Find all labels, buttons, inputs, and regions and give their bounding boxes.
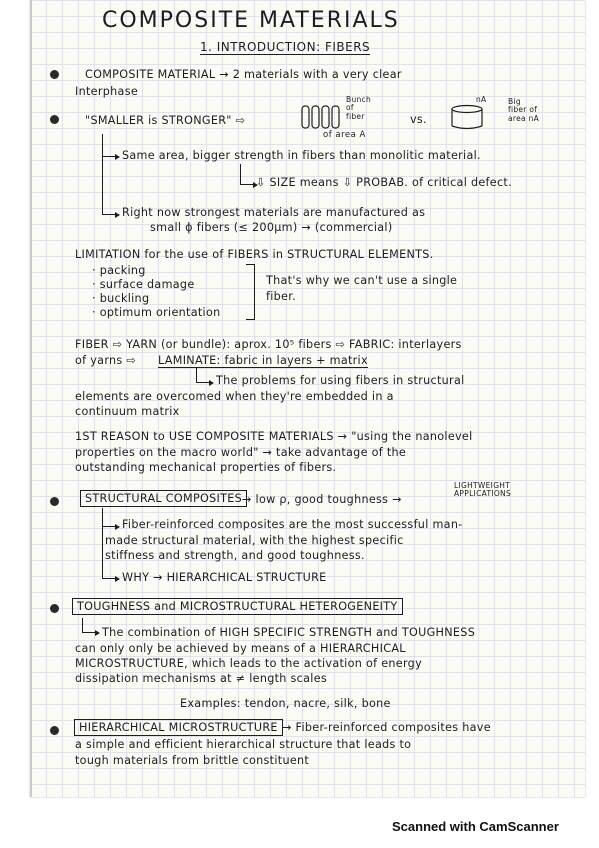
bunch-of-fiber-label: Bunch of fiber (346, 95, 372, 121)
scanner-watermark: Scanned with CamScanner (392, 819, 559, 834)
problems-text: The problems for using fibers in structural (216, 374, 465, 387)
limitation-item: · packing (92, 264, 146, 277)
toughness-text: can only only be achieved by means of a HIERARCHICAL (75, 642, 406, 655)
smaller-stronger-text: "SMALLER is STRONGER" ⇨ (85, 114, 246, 127)
connector-arrow (196, 368, 209, 383)
fiber-reinforced-text: made structural material, with the highest specific (105, 534, 404, 547)
structural-composites-box: STRUCTURAL COMPOSITES (80, 490, 247, 507)
connector-arrow (82, 618, 95, 633)
page-title: COMPOSITE MATERIALS (102, 8, 400, 33)
hierarchical-text: a simple and efficient hierarchical structure that leads to (75, 738, 412, 751)
connector-arrow (102, 508, 115, 527)
bullet (50, 726, 59, 735)
connector-arrow (102, 134, 115, 157)
fiber-reinforced-text: Fiber-reinforced composites are the most successful man- (122, 518, 463, 531)
laminate-text: LAMINATE: fabric in layers + matrix (158, 354, 368, 367)
why-hierarchical-text: WHY → HIERARCHICAL STRUCTURE (122, 571, 327, 584)
page-margin-line (30, 0, 32, 797)
limitation-item: · buckling (92, 292, 150, 305)
same-area-text: Same area, bigger strength in fibers than monolitic material. (122, 149, 481, 162)
fiber-bundle-sketch (300, 100, 350, 130)
bullet (50, 70, 59, 79)
composite-definition: COMPOSITE MATERIAL → 2 materials with a very clear (85, 68, 402, 81)
first-reason-text: properties on the macro world" → take advantage of the (75, 446, 407, 459)
examples-text: Examples: tendon, nacre, silk, bone (180, 697, 391, 710)
connector-arrow (102, 156, 115, 215)
bullet (50, 497, 59, 506)
limitation-item: · surface damage (92, 278, 195, 291)
bullet (50, 115, 59, 124)
size-probability-text: ⇩ SIZE means ⇩ PROBAB. of critical defect. (256, 176, 512, 189)
low-density-text: → low ρ, good toughness → (242, 493, 402, 506)
single-fiber-note: fiber. (266, 290, 296, 303)
yarns-text: of yarns ⇨ (75, 354, 137, 367)
limitation-item: · optimum orientation (92, 306, 221, 319)
big-fiber-label: Big fiber of area nA (508, 97, 540, 123)
na-label: nA (476, 95, 487, 104)
limitation-heading: LIMITATION for the use of FIBERS in STRUCTURAL ELEMENTS. (75, 248, 434, 261)
bullet (50, 604, 59, 613)
toughness-heading-box: TOUGHNESS and MICROSTRUCTURAL HETEROGENEITY (72, 598, 403, 615)
fiber-to-fabric-text: FIBER ⇨ YARN (or bundle): aprox. 10⁵ fibers ⇨ FABRIC: interlayers (75, 338, 462, 351)
interphase-text: Interphase (75, 85, 139, 98)
first-reason-text: 1ST REASON to USE COMPOSITE MATERIALS → "using the nanolevel (75, 430, 473, 443)
toughness-text: MICROSTRUCTURE, which leads to the activation of energy (75, 657, 422, 670)
limitation-bracket (246, 264, 255, 320)
fiber-reinforced-text: stiffness and strength, and good toughness. (105, 549, 365, 562)
small-fibers-text: small ϕ fibers (≤ 200μm) → (commercial) (150, 221, 393, 234)
page-subtitle: 1. INTRODUCTION: FIBERS (200, 40, 371, 54)
vs-text: vs. (410, 113, 427, 126)
toughness-text: dissipation mechanisms at ≠ length scales (75, 672, 328, 685)
hierarchical-text: → Fiber-reinforced composites have (282, 721, 491, 734)
problems-text: continuum matrix (75, 405, 180, 418)
toughness-text: The combination of HIGH SPECIFIC STRENGTH and TOUGHNESS (102, 626, 476, 639)
hierarchical-microstructure-box: HIERARCHICAL MICROSTRUCTURE (74, 719, 283, 736)
area-a-label: of area A (323, 130, 366, 140)
single-fiber-note: That's why we can't use a single (266, 274, 458, 287)
problems-text: elements are overcomed when they're embedded in a (75, 390, 394, 403)
big-fiber-sketch (450, 104, 484, 130)
hierarchical-text: tough materials from brittle constituent (75, 754, 310, 767)
connector-arrow (102, 526, 115, 579)
right-now-text: Right now strongest materials are manufactured as (122, 206, 426, 219)
lightweight-applications-label: LIGHTWEIGHT APPLICATIONS (454, 481, 512, 499)
notebook-page (30, 0, 585, 797)
connector-arrow (240, 164, 253, 185)
first-reason-text: outstanding mechanical properties of fibers. (75, 461, 337, 474)
